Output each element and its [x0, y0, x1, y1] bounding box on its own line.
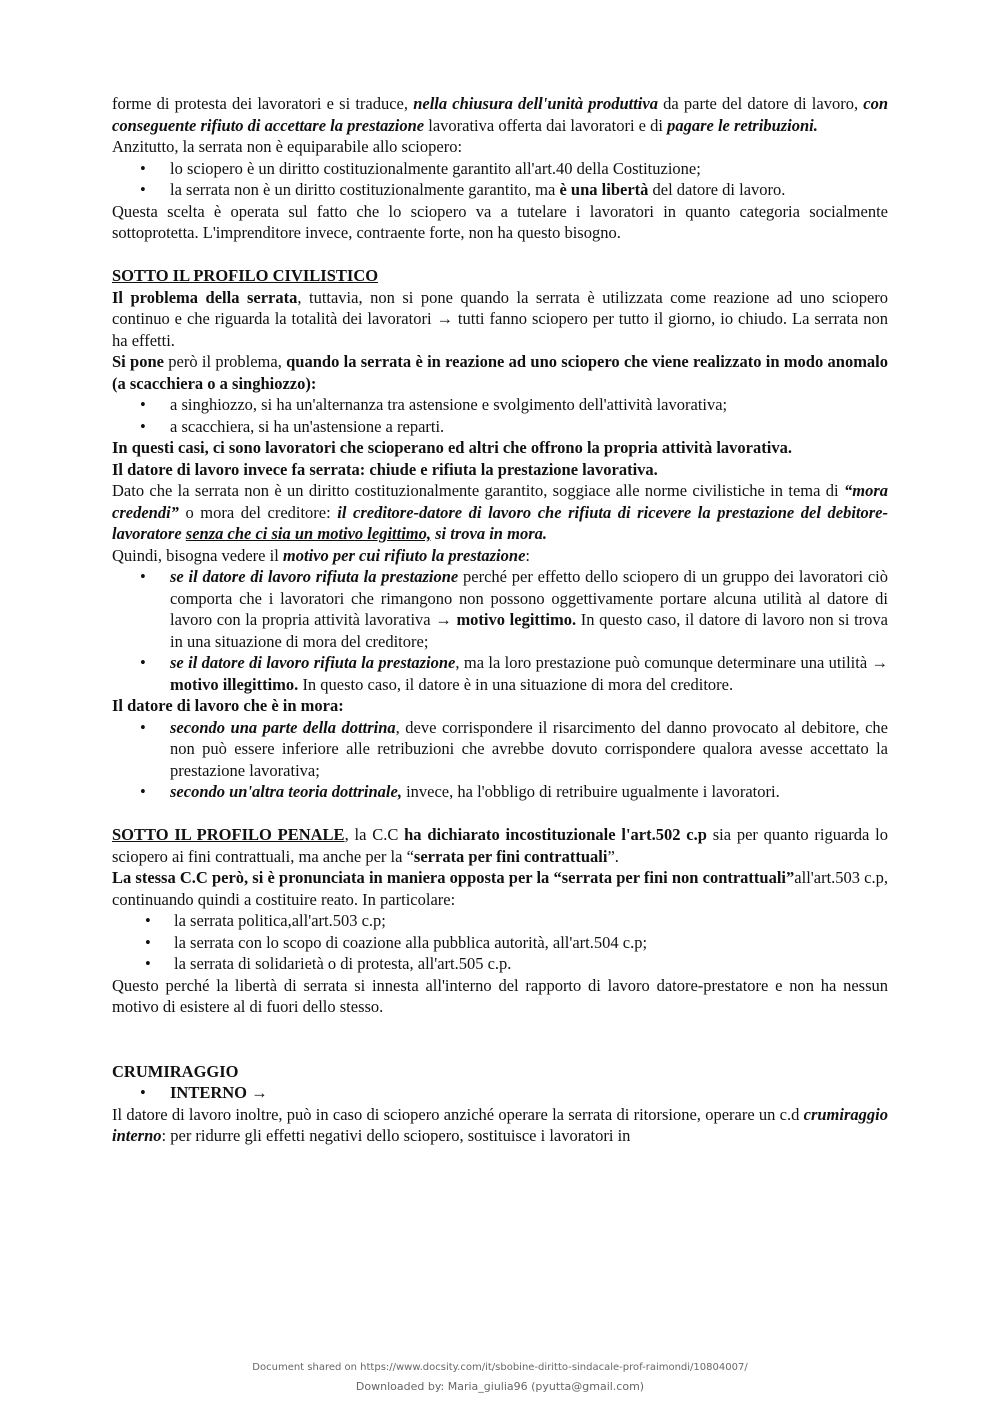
penal-paragraph-3 — [112, 975, 888, 1018]
text-run: si trova in mora. — [431, 524, 547, 543]
text-run: Il datore di lavoro invece fa serrata: chiude e rifiuta la prestazione lavorativa. — [112, 459, 658, 479]
text-run: Il problema della serrata — [112, 287, 298, 307]
text-run: Questo perché la libertà di serrata si innesta all'interno del rapporto di lavoro datore-prestatore e non ha nessun motivo di esistere al di fuori dello stesso. — [112, 975, 888, 1016]
penal-list — [112, 910, 888, 975]
list-item — [112, 932, 888, 954]
list-item — [112, 158, 888, 180]
text-run: o mora del creditore: — [178, 502, 338, 522]
text-run: lo sciopero è un diritto costituzionalmente garantito all'art.40 della Costituzione; — [170, 158, 701, 178]
civil-paragraph-5 — [112, 480, 888, 545]
civil-paragraph-2 — [112, 351, 888, 394]
text-run: SOTTO IL PROFILO PENALE — [112, 825, 345, 844]
text-run: , deve corrispondere il risarcimento del danno provocato al debitore, che non può essere inferiore alle retribuzioni che avrebbe dovuto corrispondere qualora avesse accettato la prestazione lavorativa; — [170, 717, 888, 780]
civil-paragraph-4 — [112, 459, 888, 481]
text-run: ”. — [607, 846, 619, 866]
text-run: : per ridurre gli effetti negativi dello sciopero, sostituisce i lavoratori in — [161, 1126, 631, 1145]
text-run: , la C.C — [344, 825, 405, 844]
crumiraggio-paragraph-1 — [112, 1104, 888, 1147]
text-run: il creditore-datore di lavoro che rifiuta di ricevere la prestazione del debitore-lavoratore — [112, 502, 888, 543]
text-run: secondo una parte della dottrina — [170, 717, 396, 737]
list-item — [112, 717, 888, 782]
text-run: quando la serrata è in reazione ad uno sciopero che viene realizzato in modo anomalo (a scacchiera o a singhiozzo): — [112, 352, 889, 393]
civil-paragraph-7 — [112, 695, 888, 717]
text-run: senza che ci sia un motivo legittimo, — [185, 524, 432, 543]
text-run: però il problema, — [164, 352, 287, 371]
intro-paragraph-3 — [112, 201, 888, 244]
civil-paragraph-3 — [112, 437, 888, 459]
text-run: In questi casi, ci sono lavoratori che scioperano ed altri che offrono la propria attività lavorativa. — [112, 438, 792, 457]
text-run: “mora credendi” — [112, 481, 888, 522]
text-run: In questo caso, il datore è in una situazione di mora del creditore. — [298, 674, 734, 694]
text-run: a singhiozzo, si ha un'alternanza tra astensione e svolgimento dell'attività lavorativa; — [170, 395, 728, 414]
text-run: , ma la loro prestazione può comunque determinare una utilità → — [455, 653, 889, 672]
text-run: La stessa C.C però, si è pronunciata in maniera opposta per la “serrata per fini non contrattuali” — [112, 868, 795, 887]
list-item — [112, 652, 888, 695]
intro-list — [112, 158, 888, 201]
text-run: da parte del datore di lavoro, — [657, 94, 864, 113]
list-item — [112, 910, 888, 932]
list-item — [112, 953, 888, 975]
footer-downloaded-by: Downloaded by: Maria_giulia96 (pyutta@gmail.com) — [355, 1380, 645, 1393]
list-item — [112, 781, 888, 803]
text-run: all'art.503 c.p, continuando quindi a costituire reato. In particolare: — [112, 868, 888, 909]
text-run: invece, ha l'obbligo di retribuire ugualmente i lavoratori. — [401, 782, 780, 801]
civil-list-anomalo — [112, 394, 888, 437]
intro-paragraph-1 — [112, 93, 888, 136]
text-run: INTERNO → — [170, 1083, 268, 1102]
text-run: , tuttavia, non si pone quando la serrata è utilizzata come reazione ad uno sciopero continuo e che riguarda la totalità dei lavoratori → tutti fanno sciopero per tutto il giorno, io chiudo. La serrata non ha effetti. — [112, 287, 889, 350]
list-item — [112, 1082, 888, 1104]
text-run: se il datore di lavoro rifiuta la prestazione — [170, 653, 456, 672]
text-run: del datore di lavoro. — [648, 180, 786, 199]
text-run: motivo illegittimo. — [170, 674, 299, 694]
footer-shared-link: Document shared on https://www.docsity.com/it/sbobine-diritto-sindacale-prof-raimondi/10804007/ — [252, 1362, 748, 1373]
text-run: è una libertà — [559, 180, 649, 199]
text-run: pagare le retribuzioni. — [667, 115, 818, 135]
text-run: forme di protesta dei lavoratori e si traduce, — [112, 94, 414, 113]
text-run: Questa scelta è operata sul fatto che lo sciopero va a tutelare i lavoratori in quanto categoria socialmente sottoprotetta. L'imprenditore invece, contraente forte, non ha questo bisogno. — [112, 201, 888, 242]
text-run: con conseguente rifiuto di accettare la prestazione — [112, 94, 888, 135]
document-page — [112, 93, 888, 1147]
section-heading-civilistico: SOTTO IL PROFILO CIVILISTICO — [112, 266, 379, 285]
text-run: In questo caso, il datore di lavoro non si trova in una situazione di mora del creditore; — [170, 610, 888, 651]
text-run: Dato che la serrata non è un diritto costituzionalmente garantito, soggiace alle norme civilistiche in tema di — [112, 481, 844, 500]
civil-list-dottrina — [112, 717, 888, 803]
penal-paragraph-1 — [112, 824, 888, 867]
text-run: la serrata con lo scopo di coazione alla pubblica autorità, all'art.504 c.p; — [174, 932, 648, 952]
text-run: Il datore di lavoro inoltre, può in caso di sciopero anziché operare la serrata di ritorsione, operare un c.d — [112, 1104, 804, 1124]
list-item — [112, 416, 888, 438]
text-run: a scacchiera, si ha un'astensione a reparti. — [170, 416, 445, 436]
intro-paragraph-2 — [112, 136, 888, 158]
text-run: motivo per cui rifiuto la prestazione — [282, 545, 526, 565]
text-run: la serrata politica,all'art.503 c.p; — [174, 911, 386, 930]
text-run: nella chiusura dell'unità produttiva — [413, 94, 658, 113]
civil-list-motivo — [112, 566, 888, 695]
text-run: : — [525, 545, 530, 565]
text-run: ha dichiarato incostituzionale l'art.502 c.p — [404, 825, 707, 844]
text-run: Anzitutto, la serrata non è equiparabile allo sciopero: — [112, 137, 463, 156]
civil-paragraph-1 — [112, 287, 888, 352]
penal-paragraph-2 — [112, 867, 888, 910]
text-run: la serrata non è un diritto costituzionalmente garantito, ma — [170, 180, 560, 199]
text-run: Il datore di lavoro che è in mora: — [112, 696, 344, 715]
text-run: perché per effetto dello sciopero di un gruppo dei lavoratori ciò comporta che i lavoratori che rimangono non possono oggettivamente portare alcuna utilità al datore di lavoro con la propria attività lavorativa → — [170, 567, 888, 629]
section-heading-crumiraggio: CRUMIRAGGIO — [112, 1061, 239, 1081]
list-item — [112, 566, 888, 652]
text-run: crumiraggio interno — [112, 1104, 888, 1145]
text-run: se il datore di lavoro rifiuta la prestazione — [170, 567, 459, 586]
text-run: Quindi, bisogna vedere il — [112, 545, 283, 565]
text-run: sia per quanto riguarda lo sciopero ai fini contrattuali, ma anche per la “ — [112, 825, 888, 866]
civil-paragraph-6 — [112, 545, 888, 567]
crumiraggio-list — [112, 1082, 888, 1104]
list-item — [112, 179, 888, 201]
text-run: Si pone — [112, 352, 164, 371]
list-item — [112, 394, 888, 416]
text-run: la serrata di solidarietà o di protesta, all'art.505 c.p. — [174, 954, 512, 973]
text-run: motivo legittimo. — [456, 610, 577, 629]
text-run: secondo un'altra teoria dottrinale, — [170, 782, 402, 801]
text-run: serrata per fini contrattuali — [413, 846, 608, 866]
text-run: lavorativa offerta dai lavoratori e di — [424, 115, 668, 135]
